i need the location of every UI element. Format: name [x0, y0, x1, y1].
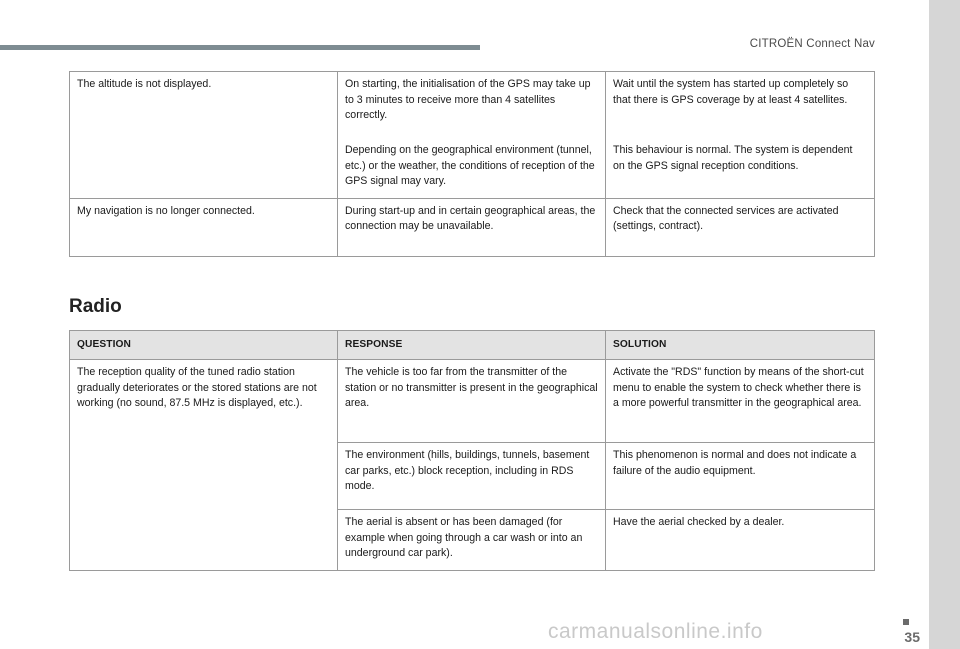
column-header-question: QUESTION [70, 331, 338, 360]
gps-troubleshooting-table [69, 71, 875, 257]
response-cell: The environment (hills, buildings, tunnels, basement car parks, etc.) block reception, including in RDS mode. [338, 443, 606, 510]
table-row [70, 360, 875, 443]
solution-cell: Wait until the system has started up completely so that there is GPS coverage by at least 4 satellites. [606, 72, 875, 139]
response-cell: On starting, the initialisation of the GPS may take up to 3 minutes to receive more than 4 satellites correctly. [338, 72, 606, 139]
column-header-solution: SOLUTION [606, 331, 875, 360]
header-rule [0, 45, 480, 50]
table-row [70, 198, 875, 256]
table-header-row [70, 331, 875, 360]
table-row [70, 72, 875, 139]
response-cell: The aerial is absent or has been damaged (for example when going through a car wash or into an underground car park). [338, 510, 606, 571]
radio-troubleshooting-table [69, 330, 875, 571]
response-cell: The vehicle is too far from the transmitter of the station or no transmitter is present in the geographical area. [338, 360, 606, 443]
page-edge-strip [929, 0, 960, 649]
question-cell: The altitude is not displayed. [70, 72, 338, 199]
page-header-title: CITROËN Connect Nav [749, 38, 875, 50]
watermark-text: carmanualsonline.info [548, 620, 763, 643]
question-cell: The reception quality of the tuned radio station gradually deteriorates or the stored stations are not working (no sound, 87.5 MHz is displayed, etc.). [70, 360, 338, 571]
solution-cell: Check that the connected services are activated (settings, contract). [606, 198, 875, 256]
radio-section-title: Radio [69, 296, 122, 317]
solution-cell: This behaviour is normal. The system is dependent on the GPS signal reception conditions. [606, 138, 875, 198]
response-cell: During start-up and in certain geographical areas, the connection may be unavailable. [338, 198, 606, 256]
solution-cell: Activate the "RDS" function by means of the short-cut menu to enable the system to check whether there is a more powerful transmitter in the geographical area. [606, 360, 875, 443]
solution-cell: This phenomenon is normal and does not indicate a failure of the audio equipment. [606, 443, 875, 510]
page-number: 35 [904, 629, 920, 645]
solution-cell: Have the aerial checked by a dealer. [606, 510, 875, 571]
page-marker [903, 619, 909, 625]
column-header-response: RESPONSE [338, 331, 606, 360]
response-cell: Depending on the geographical environment (tunnel, etc.) or the weather, the conditions of reception of the GPS signal may vary. [338, 138, 606, 198]
question-cell: My navigation is no longer connected. [70, 198, 338, 256]
